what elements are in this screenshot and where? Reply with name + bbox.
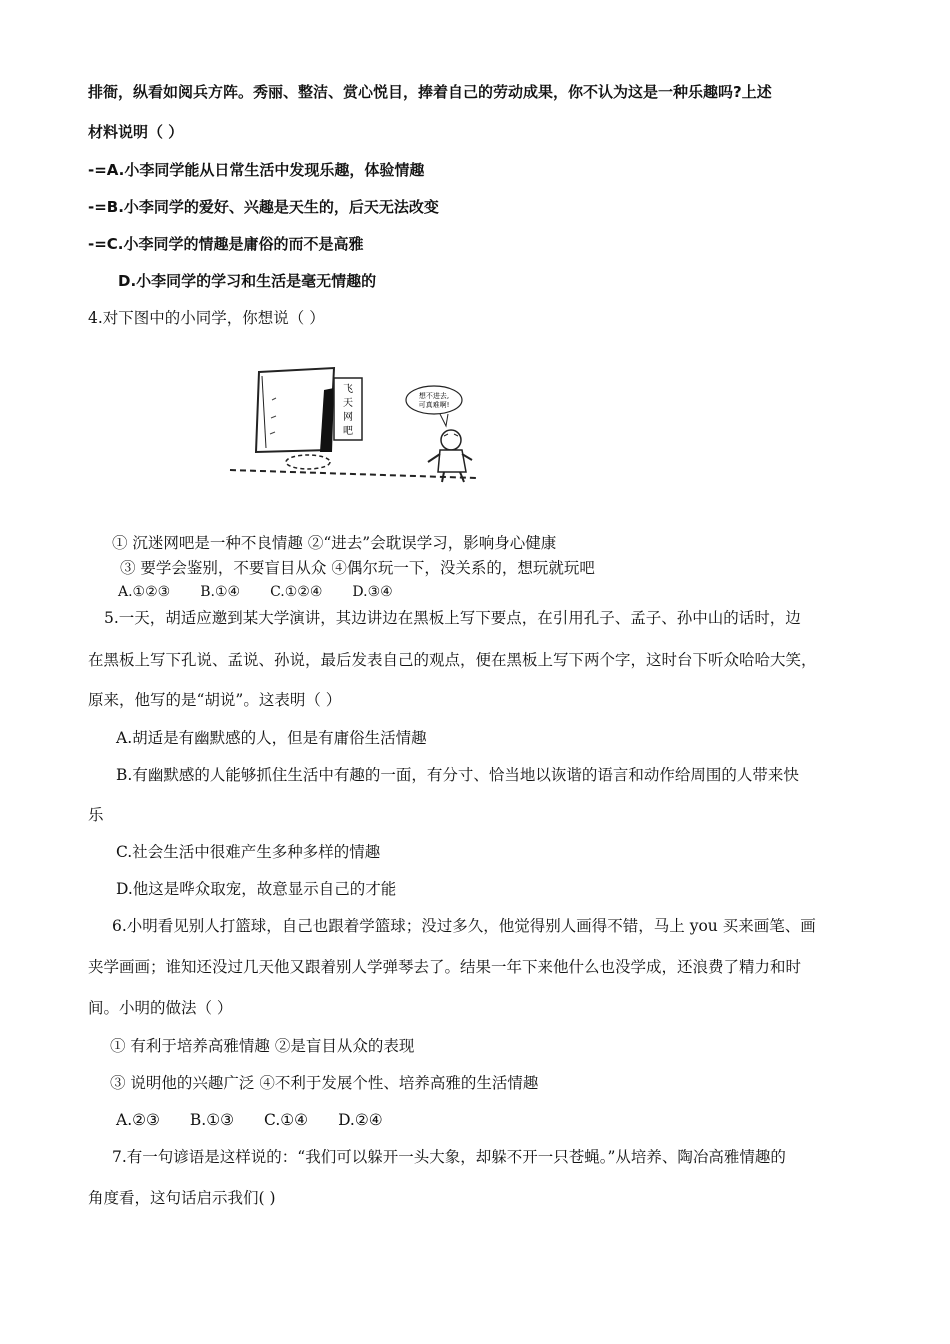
q7-stem-line2: 角度看，这句话启示我们( ) — [88, 1189, 276, 1207]
q4-statement-1-2: ① 沉迷网吧是一种不良情趣 ②“进去”会耽误学习，影响身心健康 — [112, 534, 557, 552]
sign-char: 飞 — [343, 384, 353, 395]
internet-cafe-cartoon — [226, 360, 486, 488]
q6-choice-c: C.①④ — [264, 1111, 309, 1129]
q5-option-a: A.胡适是有幽默感的人，但是有庸俗生活情趣 — [116, 729, 427, 747]
bubble-line: 想不进去, — [418, 392, 450, 400]
sign-char: 网 — [343, 412, 353, 423]
q3-text-line1: 排衙，纵看如阅兵方阵。秀丽、整洁、赏心悦目，捧着自己的劳动成果，你不认为这是一种乐趣吗?上述 — [88, 83, 772, 101]
q6-choice-d: D.②④ — [338, 1111, 383, 1129]
q3-option-d: D.小李同学的学习和生活是毫无情趣的 — [118, 272, 377, 290]
q4-statement-3-4: ③ 要学会鉴别，不要盲目从众 ④偶尔玩一下，没关系的，想玩就玩吧 — [120, 559, 595, 577]
q6-stem-line1: 6.小明看见别人打篮球，自己也跟着学篮球；没过多久，他觉得别人画得不错，马上 you 买来画笔、画 — [112, 917, 816, 935]
q3-text-line2: 材料说明（ ） — [88, 123, 184, 141]
q6-stem-line2: 夹学画画；谁知还没过几天他又跟着别人学弹琴去了。结果一年下来他什么也没学成，还浪费了精力和时 — [88, 958, 802, 976]
q4-choice-d: D.③④ — [352, 584, 393, 600]
sign-char: 天 — [343, 398, 353, 409]
q6-choice-b: B.①③ — [189, 1111, 235, 1129]
q4-stem: 4.对下图中的小同学，你想说（ ） — [88, 309, 325, 327]
q5-stem-line1: 5.一天，胡适应邀到某大学演讲，其边讲边在黑板上写下要点，在引用孔子、孟子、孙中山的话时，边 — [104, 609, 801, 627]
bubble-line: 可真难啊! — [418, 401, 450, 409]
q5-option-c: C.社会生活中很难产生多种多样的情趣 — [116, 843, 381, 861]
q5-option-b-line2: 乐 — [88, 806, 104, 824]
q7-stem-line1: 7.有一句谚语是这样说的：“我们可以躲开一头大象，却躲不开一只苍蝇。”从培养、陶冶高雅情趣的 — [112, 1148, 786, 1166]
q6-statement-1-2: ① 有利于培养高雅情趣 ②是盲目从众的表现 — [110, 1037, 415, 1055]
q3-option-a: -=A.小李同学能从日常生活中发现乐趣，体验情趣 — [88, 161, 425, 179]
q5-stem-line3: 原来，他写的是“胡说”。这表明（ ） — [88, 691, 342, 709]
q4-choices — [118, 582, 423, 602]
q5-option-b-line1: B.有幽默感的人能够抓住生活中有趣的一面，有分寸、恰当地以诙谐的语言和动作给周围的人带来快 — [116, 766, 799, 784]
q6-choice-a: A.②③ — [116, 1111, 160, 1129]
q3-option-b: -=B.小李同学的爱好、兴趣是天生的，后天无法改变 — [88, 198, 439, 216]
q6-statement-3-4: ③ 说明他的兴趣广泛 ④不利于发展个性、培养高雅的生活情趣 — [110, 1074, 539, 1092]
q4-choice-a: A.①②③ — [118, 584, 171, 600]
q6-stem-line3: 间。小明的做法（ ） — [88, 999, 233, 1017]
q4-choice-b: B.①④ — [200, 584, 241, 600]
q5-stem-line2: 在黑板上写下孔说、孟说、孙说，最后发表自己的观点，便在黑板上写下两个字，这时台下听众哈哈大笑， — [88, 651, 817, 669]
sign-char: 吧 — [343, 426, 353, 437]
q6-choices — [116, 1110, 413, 1130]
q3-option-c: -=C.小李同学的情趣是庸俗的而不是高雅 — [88, 235, 364, 253]
q5-option-d: D.他这是哗众取宠，故意显示自己的才能 — [116, 880, 397, 898]
q4-choice-c: C.①②④ — [270, 584, 323, 600]
